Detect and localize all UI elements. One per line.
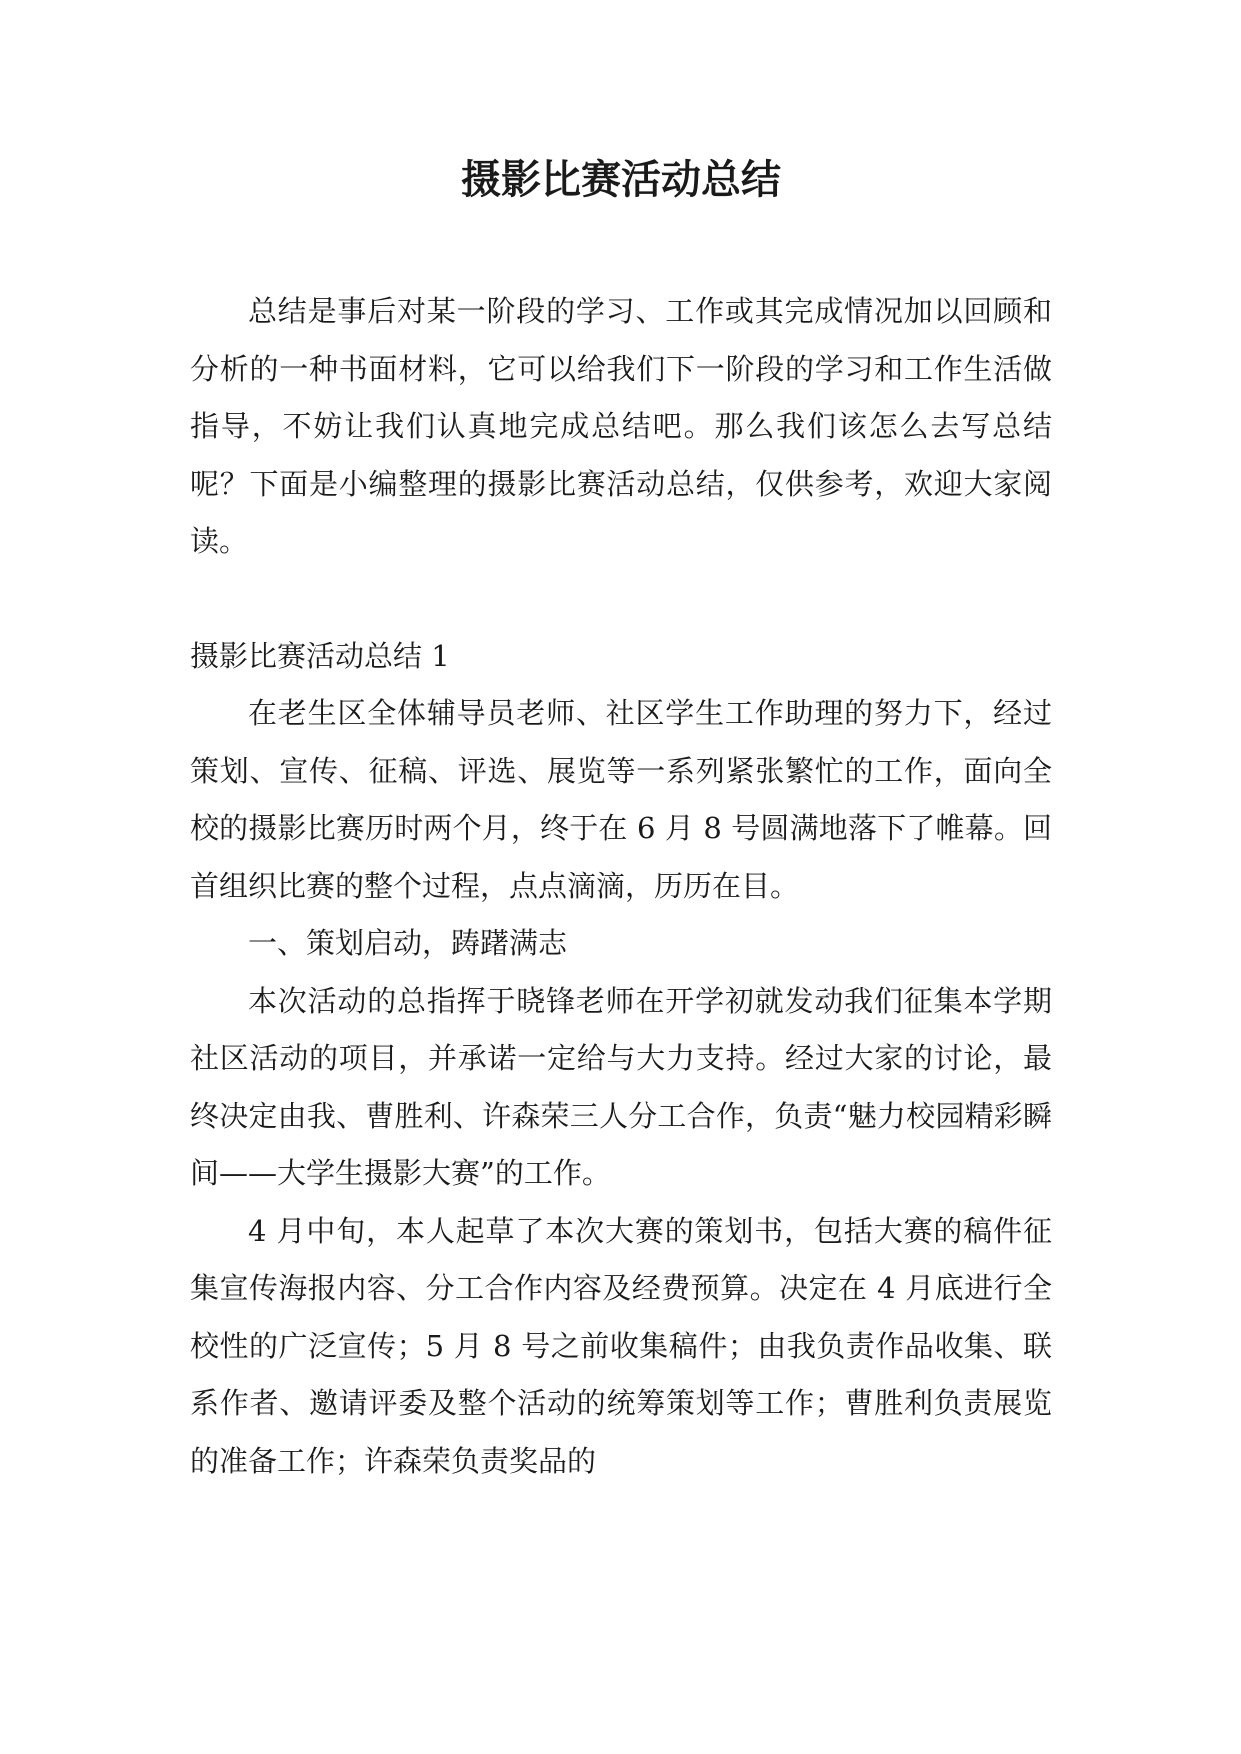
- document-body: [190, 283, 1052, 1490]
- body-paragraph-1: 在老生区全体辅导员老师、社区学生工作助理的努力下，经过策划、宣传、征稿、评选、展览等一系列紧张繁忙的工作，面向全校的摄影比赛历时两个月，终于在 6 月 8 号圆满地落下了帷幕。回首组织比赛的整个过程，点点滴滴，历历在目。: [190, 696, 1052, 903]
- subheading-planning: 一、策划启动，踌躇满志: [248, 926, 568, 960]
- intro-paragraph: 总结是事后对某一阶段的学习、工作或其完成情况加以回顾和分析的一种书面材料，它可以给我们下一阶段的学习和工作生活做指导，不妨让我们认真地完成总结吧。那么我们该怎么去写总结呢？下面是小编整理的摄影比赛活动总结，仅供参考，欢迎大家阅读。: [190, 294, 1052, 558]
- body-paragraph-3: 4 月中旬，本人起草了本次大赛的策划书，包括大赛的稿件征集宣传海报内容、分工合作内容及经费预算。决定在 4 月底进行全校性的广泛宣传；5 月 8 号之前收集稿件；由我负责作品收集、联系作者、邀请评委及整个活动的统筹策划等工作；曹胜利负责展览的准备工作；许森荣负责奖品的: [190, 1213, 1052, 1478]
- body-paragraph-2: 本次活动的总指挥于晓锋老师在开学初就发动我们征集本学期社区活动的项目，并承诺一定给与大力支持。经过大家的讨论，最终决定由我、曹胜利、许森荣三人分工合作，负责“魅力校园精彩瞬间——大学生摄影大赛”的工作。: [190, 983, 1052, 1190]
- section-heading: 摄影比赛活动总结 1: [190, 638, 450, 673]
- paragraph-spacer: [190, 571, 1052, 628]
- document-title: 摄影比赛活动总结: [461, 157, 781, 203]
